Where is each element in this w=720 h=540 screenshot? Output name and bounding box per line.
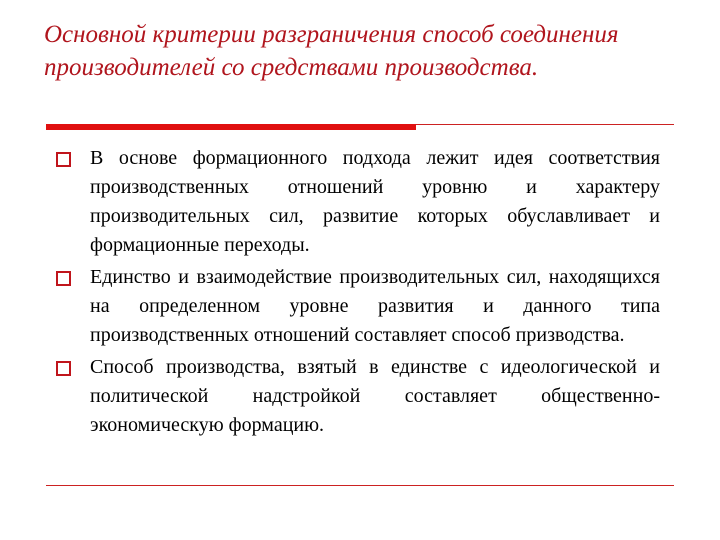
bullet-item xyxy=(56,144,660,260)
bullet-item xyxy=(56,263,660,350)
title-accent-bar xyxy=(46,124,416,130)
footer-divider-line xyxy=(46,485,674,486)
bullet-text: Способ производства, взятый в единстве с идеологической и политической надстройкой составляет общественно-экономическую формацию. xyxy=(90,356,660,436)
bullet-text: В основе формационного подхода лежит идея соответствия производственных отношений уровню и характеру производительных сил, развитие которых обуславливает и формационные переходы. xyxy=(90,147,660,256)
bullet-item xyxy=(56,353,660,440)
bullet-text: Единство и взаимодействие производительных сил, находящихся на определенном уровне развития и данного типа производственных отношений составляет способ призводства. xyxy=(90,266,660,346)
square-outline-bullet-icon xyxy=(56,271,71,286)
bullet-list xyxy=(56,144,660,440)
slide-title: Основной критерии разграничения способ соединения производителей со средствами производства. xyxy=(44,21,619,81)
square-outline-bullet-icon xyxy=(56,152,71,167)
square-outline-bullet-icon xyxy=(56,361,71,376)
